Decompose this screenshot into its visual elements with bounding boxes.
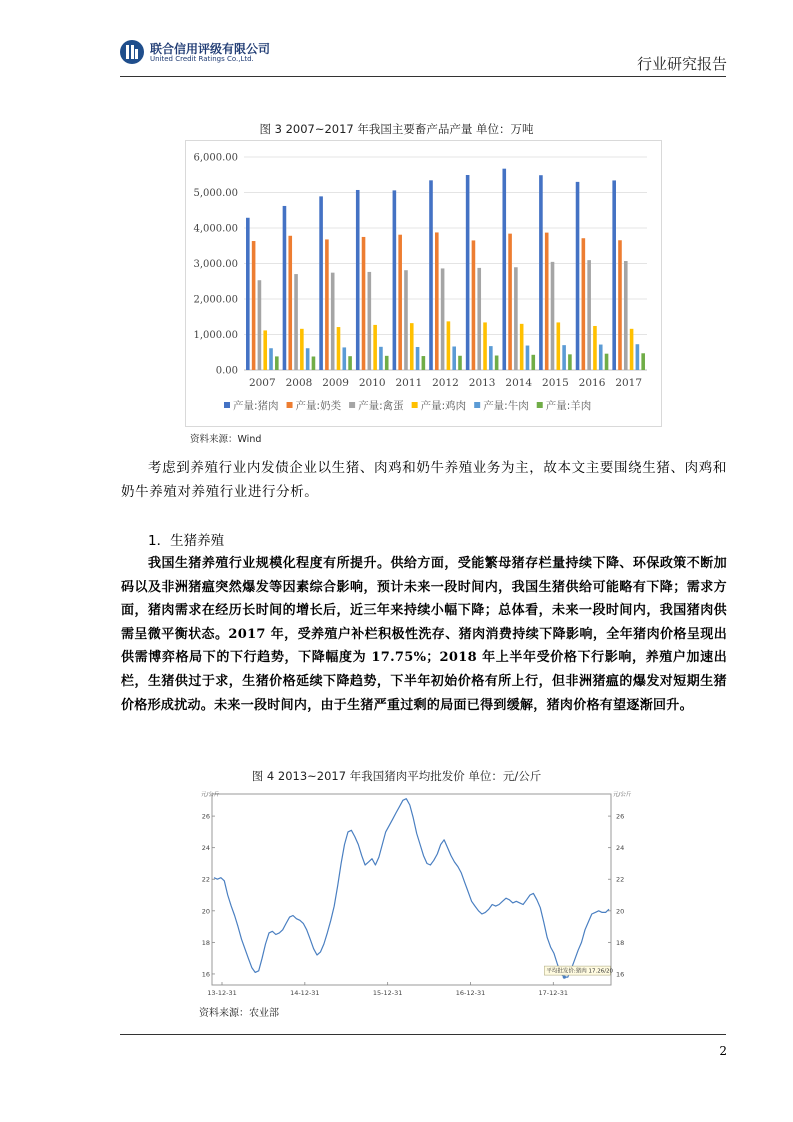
x-tick-label: 2012: [432, 377, 459, 389]
bar: [288, 236, 292, 370]
x-tick-label: 2007: [248, 377, 276, 389]
legend-swatch: [349, 402, 355, 408]
x-tick-label: 14-12-31: [290, 989, 320, 997]
bar: [452, 346, 456, 370]
tooltip-marker: [563, 976, 566, 979]
y-unit-left: 元/公斤: [201, 792, 220, 798]
bar: [258, 280, 262, 370]
bar: [605, 354, 609, 370]
y-tick-label: 24: [201, 844, 210, 853]
paragraph-intro: 考虑到养殖行业内发债企业以生猪、肉鸡和奶牛养殖业务为主，故本文主要围绕生猪、肉鸡和奶牛养殖对养殖行业进行分析。: [121, 460, 727, 500]
legend-label: 产量:鸡肉: [420, 400, 467, 412]
bar: [483, 322, 487, 370]
bar: [612, 180, 616, 370]
bar: [618, 240, 622, 370]
bar: [294, 274, 298, 370]
page-number: 2: [719, 1044, 727, 1058]
legend-label: 产量:奶类: [295, 400, 342, 412]
bar: [275, 356, 279, 370]
bar: [398, 235, 402, 370]
bar: [587, 260, 591, 370]
report-type: 行业研究报告: [636, 55, 727, 73]
bar: [435, 232, 439, 370]
y-tick-label: 26: [616, 812, 625, 821]
bar: [422, 356, 426, 370]
bar: [489, 346, 493, 370]
company-name-en: United Credit Ratings Co.,Ltd.: [150, 55, 254, 63]
bar: [636, 344, 640, 370]
bar: [429, 180, 433, 370]
bar: [368, 272, 372, 370]
figure3-svg: [186, 141, 661, 426]
bar: [531, 355, 535, 370]
bar: [373, 325, 377, 370]
y-tick-label: 1,000.00: [193, 330, 238, 341]
bar: [300, 329, 304, 370]
company-name-cn: 联合信用评级有限公司: [150, 42, 271, 56]
bar: [576, 182, 580, 370]
bar: [362, 237, 366, 370]
x-tick-label: 2008: [285, 377, 313, 389]
bar: [252, 241, 256, 370]
x-tick-label: 2017: [615, 377, 643, 389]
bar: [447, 321, 451, 370]
y-tick-label: 16: [201, 970, 210, 979]
bar: [331, 273, 335, 370]
legend-label: 产量:禽蛋: [358, 400, 404, 412]
legend-label: 产量:羊肉: [545, 400, 592, 412]
bar: [526, 346, 530, 370]
company-logo: [120, 38, 280, 68]
x-tick-label: 16-12-31: [455, 989, 486, 997]
bar: [641, 353, 645, 370]
x-tick-label: 2016: [578, 377, 606, 389]
bar: [458, 356, 462, 370]
figure3-source: 资料来源：Wind: [190, 434, 262, 445]
y-tick-label: 16: [616, 970, 625, 979]
bar: [472, 240, 476, 370]
bar: [325, 239, 329, 370]
legend-label: 产量:猪肉: [233, 400, 279, 412]
bar: [342, 347, 346, 370]
bar: [466, 175, 470, 370]
bar: [356, 190, 360, 370]
bar: [269, 348, 273, 370]
y-tick-label: 0.00: [215, 365, 238, 377]
section-heading-pig-farming: 1．生猪养殖: [148, 533, 225, 549]
bar: [337, 327, 341, 370]
figure3-title: 图 3 2007~2017 年我国主要畜产品产量 单位：万吨: [259, 122, 534, 136]
bar: [568, 354, 572, 370]
bar: [599, 345, 603, 370]
bar: [306, 348, 310, 370]
y-tick-label: 22: [616, 875, 625, 884]
y-tick-label: 20: [201, 907, 210, 916]
bar: [404, 270, 408, 370]
y-unit-right: 元/公斤: [613, 792, 632, 798]
bar: [312, 357, 316, 370]
tooltip-text: 平均批发价:猪肉 17.26/20: [546, 968, 614, 975]
bar: [246, 218, 250, 370]
bar: [582, 238, 586, 370]
figure3-chart: [185, 140, 662, 427]
logo-mark-icon: [120, 40, 144, 64]
bar: [441, 268, 445, 370]
bar: [319, 196, 323, 370]
bar: [520, 324, 524, 370]
x-tick-label: 2014: [505, 377, 533, 389]
y-tick-label: 24: [616, 844, 625, 853]
figure4-source: 资料来源：农业部: [199, 1008, 279, 1019]
bar: [502, 169, 506, 370]
y-tick-label: 26: [201, 812, 210, 821]
bar: [385, 356, 389, 370]
y-tick-label: 18: [201, 938, 210, 947]
bar: [263, 330, 267, 370]
x-tick-label: 2009: [322, 377, 349, 389]
plot-frame: [212, 794, 614, 985]
figure4-chart: [199, 789, 635, 1001]
bar: [495, 356, 499, 370]
bar: [348, 356, 352, 370]
legend-swatch: [224, 402, 230, 408]
bar: [630, 329, 634, 370]
x-tick-label: 2011: [395, 377, 423, 389]
bar: [624, 261, 628, 370]
y-tick-label: 3,000.00: [193, 259, 238, 270]
figure4-title: 图 4 2013~2017 年我国猪肉平均批发价 单位：元/公斤: [251, 769, 542, 783]
bar: [393, 190, 397, 370]
y-tick-label: 6,000.00: [193, 152, 238, 164]
bar: [593, 326, 597, 370]
bar: [283, 206, 287, 370]
legend-swatch: [287, 402, 293, 408]
bar: [416, 347, 420, 370]
bar: [562, 345, 566, 370]
x-tick-label: 13-12-31: [207, 989, 237, 997]
y-tick-label: 2,000.00: [193, 294, 238, 306]
legend-swatch: [474, 402, 480, 408]
header-divider: [120, 76, 726, 77]
bar: [508, 234, 512, 370]
bar: [379, 347, 383, 370]
legend-swatch: [537, 402, 543, 408]
y-tick-label: 5,000.00: [193, 188, 238, 199]
x-tick-label: 15-12-31: [372, 989, 403, 997]
footer-divider: [120, 1034, 726, 1035]
y-tick-label: 18: [616, 938, 625, 947]
x-tick-label: 17-12-31: [538, 989, 569, 997]
bar: [545, 233, 549, 370]
y-tick-label: 4,000.00: [193, 223, 238, 235]
bar: [539, 175, 543, 370]
bar: [557, 322, 561, 370]
paragraph-pig-farming: 我国生猪养殖行业规模化程度有所提升。供给方面，受能繁母猪存栏量持续下降、环保政策不断加码以及非洲猪瘟突然爆发等因素综合影响，预计未来一段时间内，我国生猪供给可能略有下降；需求方面，猪肉需求在经历长时间的增长后，近三年来持续小幅下降；总体看，未来一段时间内，我国猪肉供需呈微平衡状态。2017 年，受养殖户补栏积极性洗存、猪肉消费持续下降影响，全年猪肉价格呈现出供需博弈格局下的下行趋势，下降幅度为 17.75%；2018 年上半年受价格下行影响，养殖户加速出栏，生猪供过于求，生猪价格延续下降趋势，下半年初始价格有所上行，但非洲猪瘟的爆发对短期生猪价格形成扰动。未来一段时间内，由于生猪严重过剩的局面已得到缓解，猪肉价格有望逐渐回升。: [121, 556, 727, 713]
legend-swatch: [412, 402, 418, 408]
legend-label: 产量:牛肉: [483, 400, 529, 412]
x-tick-label: 2013: [468, 377, 496, 389]
bar: [410, 323, 414, 370]
bar: [514, 267, 518, 370]
y-tick-label: 22: [201, 875, 210, 884]
bar: [477, 268, 481, 370]
bar: [551, 262, 555, 370]
y-tick-label: 20: [616, 907, 625, 916]
x-tick-label: 2015: [542, 377, 569, 389]
x-tick-label: 2010: [358, 377, 386, 389]
figure4-svg: [199, 789, 635, 1001]
